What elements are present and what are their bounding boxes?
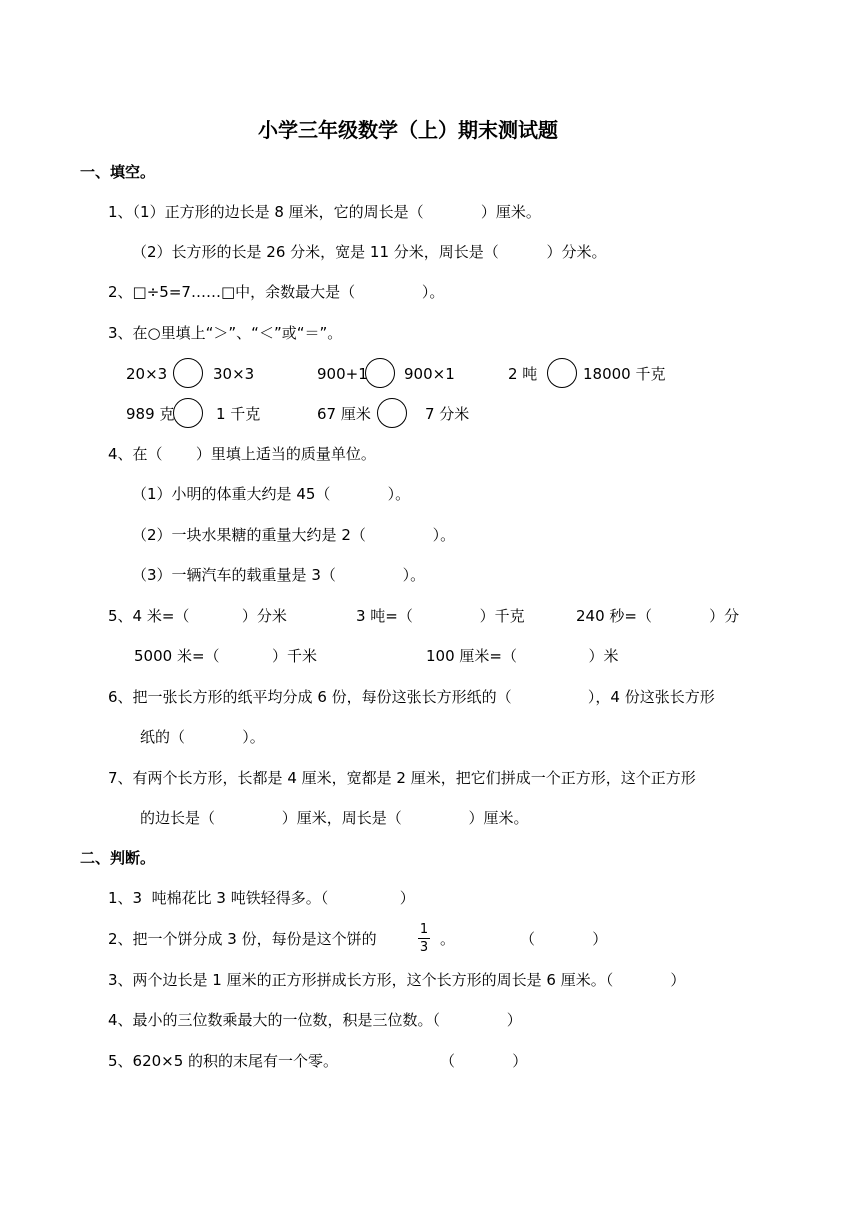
judge-5-paren: （ ） [440, 1052, 528, 1070]
compare-right-3: 18000 千克 [583, 365, 666, 383]
question-4a: （1）小明的体重大约是 45（ ）。 [132, 485, 411, 503]
question-4c: （3）一辆汽车的载重量是 3（ ）。 [132, 566, 426, 584]
question-5-part2: 3 吨=（ ）千克 [356, 607, 525, 625]
compare-left-2: 900+1 [317, 365, 368, 383]
compare-circle-4 [173, 398, 203, 428]
fraction-denominator: 3 [419, 940, 429, 955]
judge-2: 2、把一个饼分成 3 份，每份是这个饼的 [108, 930, 377, 948]
compare-right-1: 30×3 [213, 365, 255, 383]
judge-3: 3、两个边长是 1 厘米的正方形拼成长方形，这个长方形的周长是 6 厘米。（ ） [108, 971, 686, 989]
question-5-part4: 5000 米=（ ）千米 [134, 647, 317, 665]
compare-left-1: 20×3 [126, 365, 168, 383]
compare-right-5: 7 分米 [425, 405, 470, 423]
section-heading-fill-blank: 一、填空。 [80, 163, 156, 181]
question-3: 3、在○里填上“＞”、“＜”或“＝”。 [108, 324, 343, 342]
judge-5: 5、620×5 的积的末尾有一个零。 [108, 1052, 339, 1070]
page-title: 小学三年级数学（上）期末测试题 [258, 118, 558, 142]
compare-left-3: 2 吨 [508, 365, 538, 383]
judge-4: 4、最小的三位数乘最大的一位数，积是三位数。（ ） [108, 1011, 522, 1029]
compare-circle-1 [173, 358, 203, 388]
compare-right-2: 900×1 [404, 365, 455, 383]
question-4: 4、在（ ）里填上适当的质量单位。 [108, 445, 376, 463]
question-5-part1: 5、4 米=（ ）分米 [108, 607, 287, 625]
question-7a: 7、有两个长方形，长都是 4 厘米，宽都是 2 厘米，把它们拼成一个正方形，这个正方形 [108, 769, 696, 787]
compare-left-4: 989 克 [126, 405, 175, 423]
compare-right-4: 1 千克 [216, 405, 261, 423]
question-1b: （2）长方形的长是 26 分米，宽是 11 分米，周长是（ ）分米。 [132, 243, 607, 261]
judge-2-tail: 。 [440, 930, 456, 948]
compare-circle-5 [377, 398, 407, 428]
question-1a: 1、（1）正方形的边长是 8 厘米，它的周长是（ ）厘米。 [108, 203, 541, 221]
question-6a: 6、把一张长方形的纸平均分成 6 份，每份这张长方形纸的（ ），4 份这张长方形 [108, 688, 715, 706]
question-2: 2、□÷5=7……□中，余数最大是（ ）。 [108, 283, 445, 301]
compare-circle-2 [365, 358, 395, 388]
compare-left-5: 67 厘米 [317, 405, 371, 423]
judge-1: 1、3 吨棉花比 3 吨铁轻得多。（ ） [108, 889, 415, 907]
question-5-part5: 100 厘米=（ ）米 [426, 647, 619, 665]
compare-circle-3 [547, 358, 577, 388]
judge-2-paren: （ ） [520, 930, 608, 948]
section-heading-judgement: 二、判断。 [80, 849, 156, 867]
question-7b: 的边长是（ ）厘米，周长是（ ）厘米。 [140, 809, 529, 827]
question-5-part3: 240 秒=（ ）分 [576, 607, 740, 625]
question-6b: 纸的（ ）。 [140, 728, 265, 746]
fraction-one-third [416, 922, 432, 955]
question-4b: （2）一块水果糖的重量大约是 2（ ）。 [132, 526, 456, 544]
fraction-numerator: 1 [419, 922, 429, 937]
